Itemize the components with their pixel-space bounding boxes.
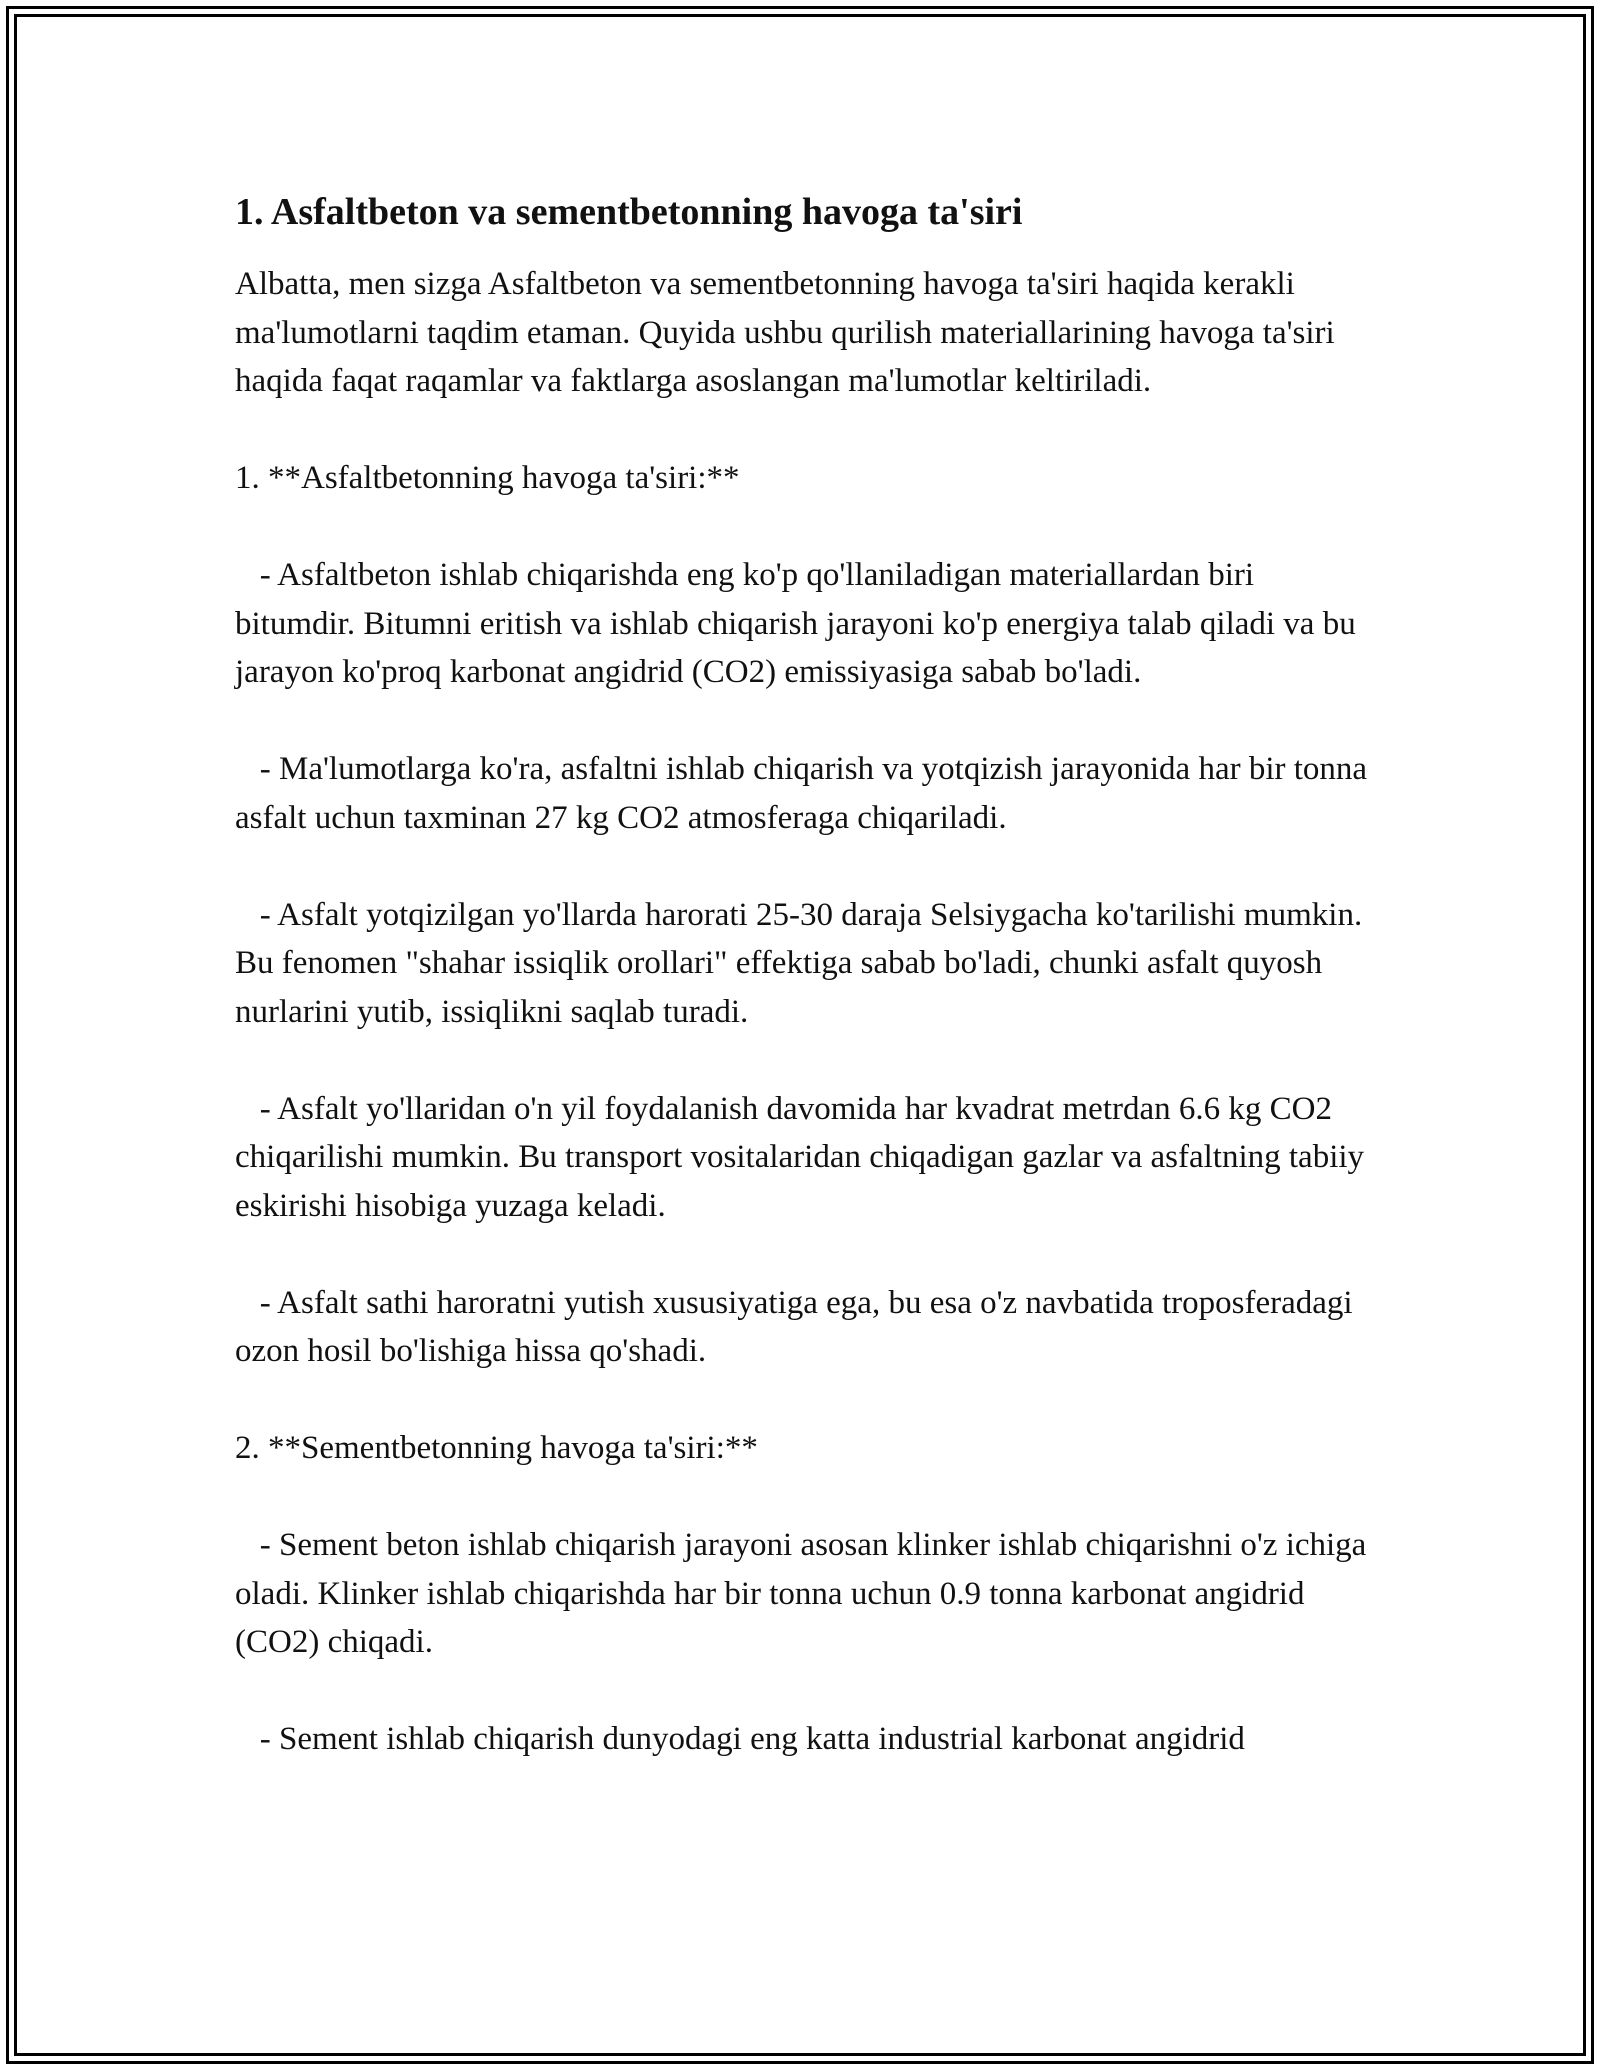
paragraph-gap bbox=[235, 1036, 1375, 1085]
paragraph-gap bbox=[235, 406, 1375, 455]
section-heading-asphalt: 1. **Asfaltbetonning havoga ta'siri:** bbox=[235, 460, 740, 496]
intro-paragraph: Albatta, men sizga Asfaltbeton va sementbetonning havoga ta'siri haqida kerakli ma'lumotlarni taqdim etaman. Quyida ushbu qurilish materiallarining havoga ta'siri haqida faqat raqamlar va faktlarga asoslangan ma'lumotlar keltiriladi. bbox=[235, 266, 1343, 399]
paragraph-gap bbox=[235, 842, 1375, 891]
list-item: - Ma'lumotlarga ko'ra, asfaltni ishlab chiqarish va yotqizish jarayonida har bir tonna asfalt uchun taxminan 27 kg CO2 atmosferaga chiqariladi. bbox=[235, 751, 1376, 836]
paragraph-gap bbox=[235, 1230, 1375, 1279]
list-item: - Asfalt yo'llaridan o'n yil foydalanish davomida har kvadrat metrdan 6.6 kg CO2 chiqarilishi mumkin. Bu transport vositalaridan chiqadigan gazlar va asfaltning tabiiy eskirishi hisobiga yuzaga keladi. bbox=[235, 1090, 1373, 1224]
paragraph-gap bbox=[235, 1473, 1375, 1522]
section-heading-cement: 2. **Sementbetonning havoga ta'siri:** bbox=[235, 1430, 758, 1466]
document-body bbox=[235, 188, 1375, 1764]
list-item: - Asfaltbeton ishlab chiqarishda eng ko'p qo'llaniladigan materiallardan biri bitumdir. Bitumni eritish va ishlab chiqarish jarayoni ko'p energiya talab qiladi va bu jarayon ko'proq karbonat angidrid (CO2) emissiyasiga sabab bo'ladi. bbox=[235, 557, 1364, 690]
list-item: - Sement ishlab chiqarish dunyodagi eng katta industrial karbonat angidrid bbox=[235, 1721, 1245, 1757]
list-item: - Asfalt yotqizilgan yo'llarda harorati 25-30 daraja Selsiygacha ko'tarilishi mumkin. Bu fenomen "shahar issiqlik orollari" effektiga sabab bo'ladi, chunki asfalt quyosh nurlarini yutib, issiqlikni saqlab turadi. bbox=[235, 896, 1371, 1030]
paragraph-gap bbox=[235, 1376, 1375, 1425]
document-title: 1. Asfaltbeton va sementbetonning havoga ta'siri bbox=[235, 191, 1023, 233]
paragraph-gap bbox=[235, 1667, 1375, 1716]
paragraph-gap bbox=[235, 697, 1375, 746]
list-item: - Asfalt sathi haroratni yutish xususiyatiga ega, bu esa o'z navbatida troposferadagi ozon hosil bo'lishiga hissa qo'shadi. bbox=[235, 1284, 1361, 1369]
list-item: - Sement beton ishlab chiqarish jarayoni asosan klinker ishlab chiqarishni o'z ichiga oladi. Klinker ishlab chiqarishda har bir tonna uchun 0.9 tonna karbonat angidrid (CO2) chiqadi. bbox=[235, 1527, 1375, 1660]
paragraph-gap bbox=[235, 503, 1375, 552]
